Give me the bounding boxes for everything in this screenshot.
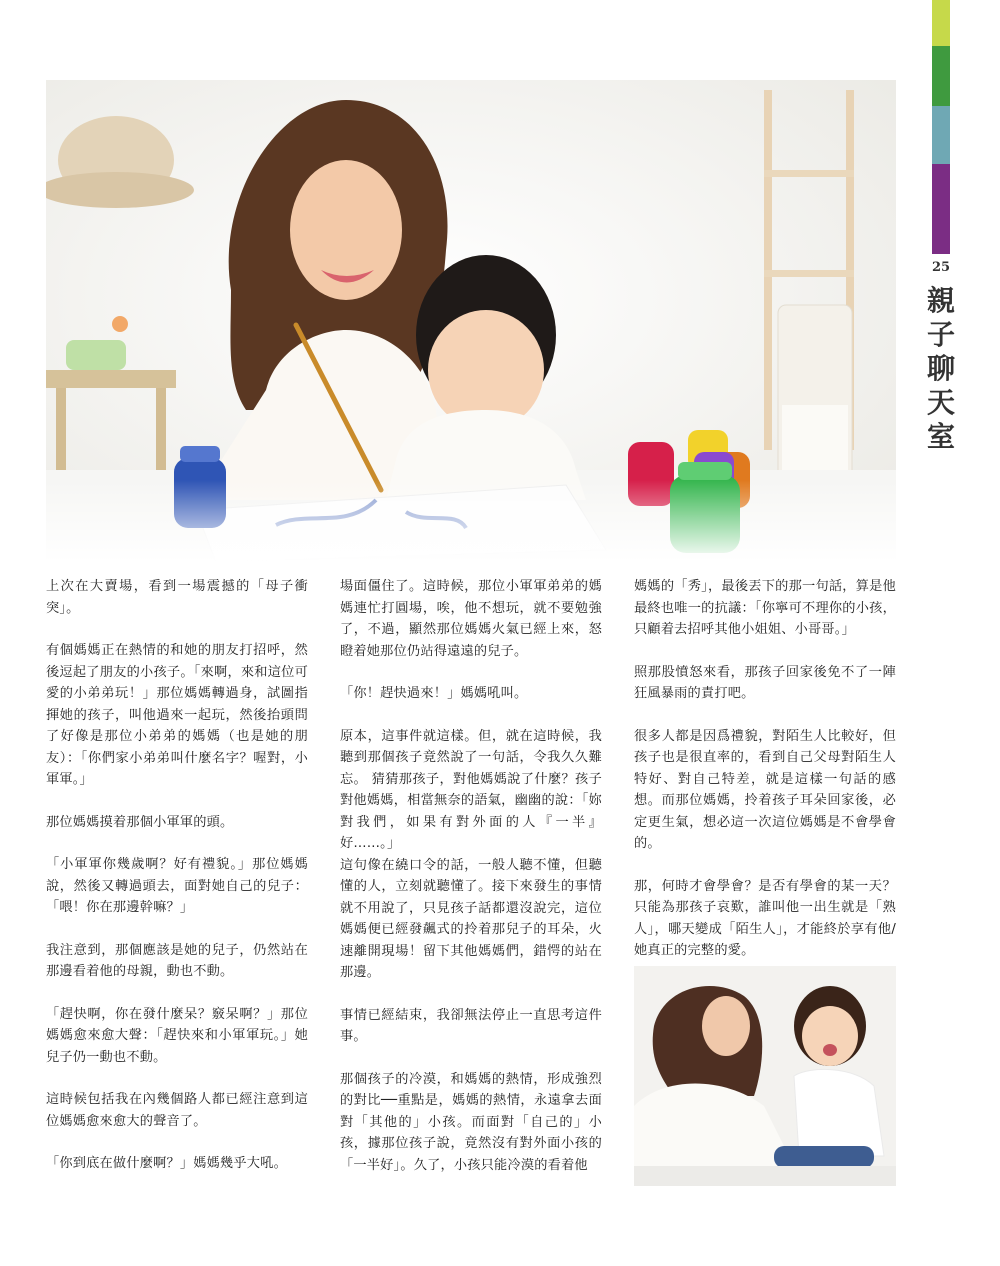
color-tab-lime <box>932 0 950 46</box>
paragraph: 這句像在繞口令的話，一般人聽不懂，但聽懂的人，立刻就聽懂了。接下來發生的事情就不用說了，只見孩子話都還沒說完，這位媽媽便已經發飆式的拎着那兒子的耳朵，火速離開現場！留下其他媽媽們，錯愕的站在那邊。 <box>340 857 602 980</box>
article-column-1 <box>46 576 308 1196</box>
paragraph: 「你！趕快過來！」媽媽吼叫。 <box>340 686 528 701</box>
paragraph: 媽媽的「秀」，最後丟下的那一句話，算是他最終也唯一的抗議：「你寧可不理你的小孩，只顧着去招呼其他小姐姐、小哥哥。」 <box>634 579 896 637</box>
section-title-char: 聊 <box>926 352 955 385</box>
color-tab-green <box>932 46 950 106</box>
paragraph: 照那股憤怒來看，那孩子回家後免不了一陣狂風暴雨的責打吧。 <box>634 664 896 701</box>
article-column-3 <box>634 576 896 983</box>
article-column-2 <box>340 576 602 1197</box>
paragraph: 「你到底在做什麼啊？」媽媽幾乎大吼。 <box>46 1156 287 1171</box>
color-tab-purple <box>932 164 950 254</box>
page-number: 25 <box>931 260 951 275</box>
section-title-char: 親 <box>926 284 955 317</box>
paragraph: 這時候包括我在內幾個路人都已經注意到這位媽媽愈來愈大的聲音了。 <box>46 1092 308 1129</box>
paragraph: 上次在大賣場，看到一場震撼的「母子衝突」。 <box>46 579 308 616</box>
paragraph: 「小軍軍你幾歲啊？好有禮貌。」那位媽媽說，然後又轉過頭去，面對她自己的兒子：「喂！你在那邊幹嘛？」 <box>46 857 308 915</box>
main-photo <box>46 80 896 562</box>
section-title-char: 天 <box>926 386 955 419</box>
small-photo <box>634 966 896 1186</box>
section-title-char: 室 <box>926 420 955 453</box>
paragraph: 那個孩子的冷漠，和媽媽的熱情，形成強烈的對比──重點是，媽媽的熱情，永遠拿去面對「其他的」小孩。而面對「自己的」小孩，據那位孩子說，竟然沒有對外面小孩的「一半好」。久了，小孩只能冷漠的看着他 <box>340 1071 602 1173</box>
paragraph: 那，何時才會學會？是否有學會的某一天？只能為那孩子哀歎，誰叫他一出生就是「熟人」，哪天變成「陌生人」，才能終於享有他/她真正的完整的愛。 <box>634 878 896 958</box>
paragraph: 場面僵住了。這時候，那位小軍軍弟弟的媽媽連忙打圓場，唉，他不想玩，就不要勉強了，不過，顯然那位媽媽火氣已經上來，怒瞪着她那位仍站得遠遠的兒子。 <box>340 579 602 659</box>
paragraph: 原本，這事件就這樣。但，就在這時候，我聽到那個孩子竟然說了一句話，令我久久難忘。 猜猜那孩子，對他媽媽說了什麼？孩子對他媽媽，相當無奈的語氣，幽幽的說：「妳對我們，如果有對外面的人『一半』好……。」 <box>340 728 602 851</box>
paragraph: 很多人都是因爲禮貌，對陌生人比較好，但孩子也是很直率的，看到自己父母對陌生人特好、對自己特差，就是這樣一句話的感想。而那位媽媽，拎着孩子耳朵回家後，必定更生氣，想必這一次這位媽媽是不會學會的。 <box>634 728 896 851</box>
paragraph: 那位媽媽摸着那個小軍軍的頭。 <box>46 814 234 830</box>
paragraph: 「趕快啊，你在發什麼呆？竅呆啊？」那位媽媽愈來愈大聲：「趕快來和小軍軍玩。」她兒子仍一動也不動。 <box>46 1006 308 1065</box>
section-title-char: 子 <box>926 318 955 351</box>
paragraph: 事情已經結束，我卻無法停止一直思考這件事。 <box>340 1007 602 1044</box>
paragraph: 有個媽媽正在熱情的和她的朋友打招呼，然後逗起了朋友的小孩子。「來啊，來和這位可愛的小弟弟玩！」那位媽媽轉過身，試圖指揮她的孩子，叫他過來一起玩，然後抬頭問了好像是那位小弟弟的媽媽（也是她的朋友）：「你們家小弟弟叫什麼名字？喔對，小軍軍。」 <box>46 643 308 787</box>
paragraph: 我注意到，那個應該是她的兒子，仍然站在那邊看着他的母親，動也不動。 <box>46 942 308 979</box>
section-title <box>924 284 958 454</box>
color-tab-teal <box>932 106 950 164</box>
